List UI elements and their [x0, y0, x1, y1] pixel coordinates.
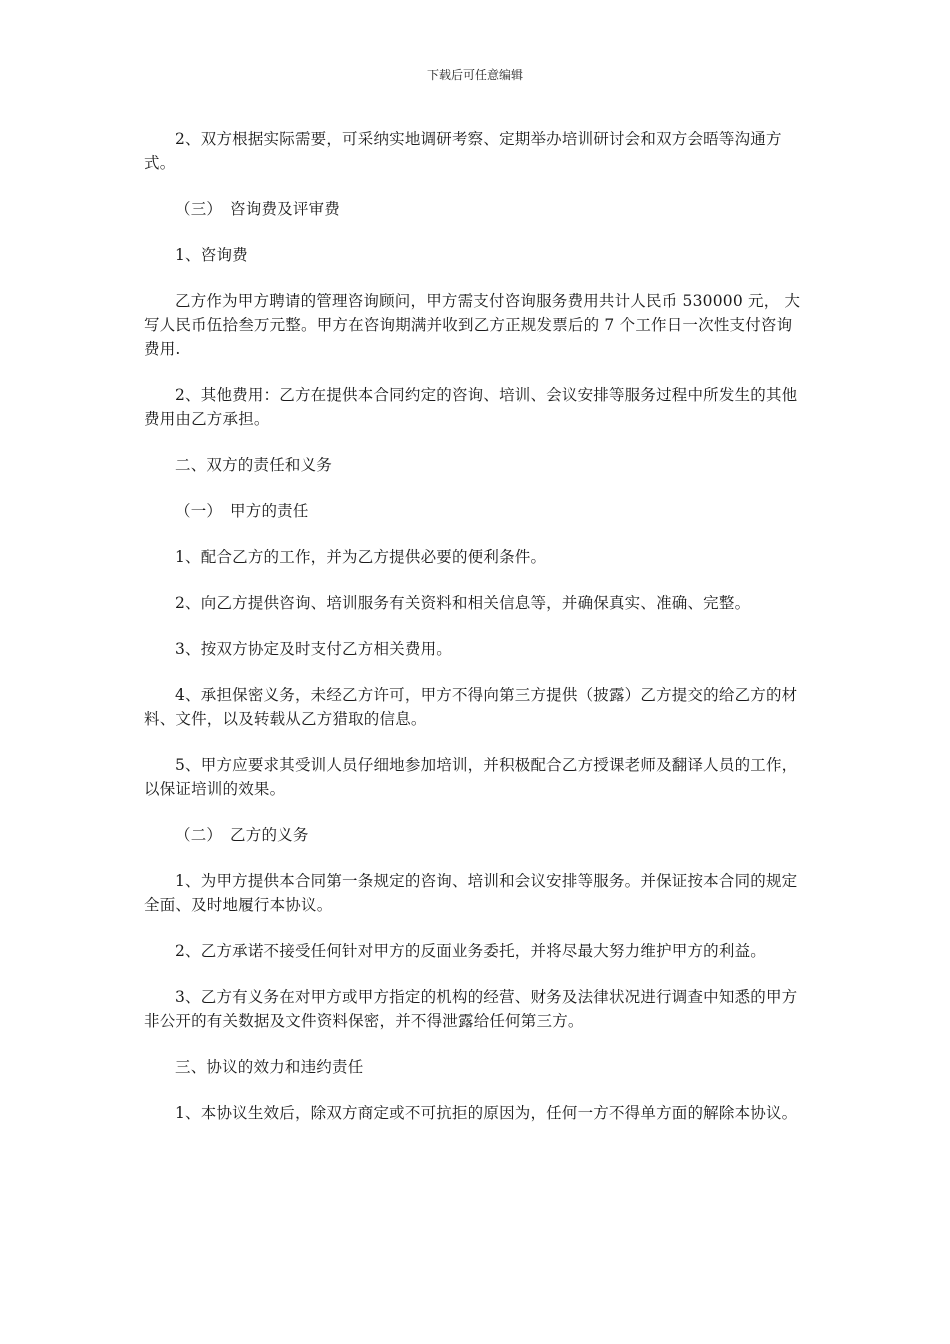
- subheading-party-a-responsibilities: （一） 甲方的责任: [175, 502, 309, 520]
- list-item-a2: 2、向乙方提供咨询、培训服务有关资料和相关信息等，并确保真实、准确、完整。: [175, 594, 751, 612]
- list-item-b3: 3、乙方有义务在对甲方或甲方指定的机构的经营、财务及法律状况进行调查中知悉的甲方非公开的有关数据及文件资料保密，并不得泄露给任何第三方。: [144, 988, 798, 1030]
- section-heading-responsibilities: 二、双方的责任和义务: [175, 456, 333, 474]
- subheading-party-b-obligations: （二） 乙方的义务: [175, 826, 309, 844]
- section-heading-validity: 三、协议的效力和违约责任: [175, 1058, 364, 1076]
- subheading-consulting-fee: 1、咨询费: [175, 246, 248, 264]
- list-item-c1: 1、本协议生效后，除双方商定或不可抗拒的原因为，任何一方不得单方面的解除本协议。: [175, 1104, 798, 1122]
- document-body: [144, 127, 808, 1125]
- list-item-a1: 1、配合乙方的工作，并为乙方提供必要的便利条件。: [175, 548, 547, 566]
- paragraph-consulting-fee: 乙方作为甲方聘请的管理咨询顾问，甲方需支付咨询服务费用共计人民币 530000 元， 大写人民币伍拾叁万元整。甲方在咨询期满并收到乙方正规发票后的 7 个工作日一次性支付咨询费用.: [144, 292, 801, 358]
- paragraph-communication-methods: 2、双方根据实际需要，可采纳实地调研考察、定期举办培训研讨会和双方会晤等沟通方式。: [144, 130, 782, 172]
- section-heading-fees: （三） 咨询费及评审费: [175, 200, 340, 218]
- list-item-b1: 1、为甲方提供本合同第一条规定的咨询、培训和会议安排等服务。并保证按本合同的规定全面、及时地履行本协议。: [144, 872, 798, 914]
- list-item-a4: 4、承担保密义务，未经乙方许可，甲方不得向第三方提供（披露）乙方提交的给乙方的材料、文件，以及转载从乙方猎取的信息。: [144, 686, 798, 728]
- page-header: 下载后可任意编辑: [426, 68, 523, 82]
- list-item-a3: 3、按双方协定及时支付乙方相关费用。: [175, 640, 452, 658]
- list-item-a5: 5、甲方应要求其受训人员仔细地参加培训，并积极配合乙方授课老师及翻译人员的工作，以保证培训的效果。: [144, 756, 798, 798]
- list-item-b2: 2、乙方承诺不接受任何针对甲方的反面业务委托，并将尽最大努力维护甲方的利益。: [175, 942, 766, 960]
- paragraph-other-fees: 2、其他费用：乙方在提供本合同约定的咨询、培训、会议安排等服务过程中所发生的其他费用由乙方承担。: [144, 386, 798, 428]
